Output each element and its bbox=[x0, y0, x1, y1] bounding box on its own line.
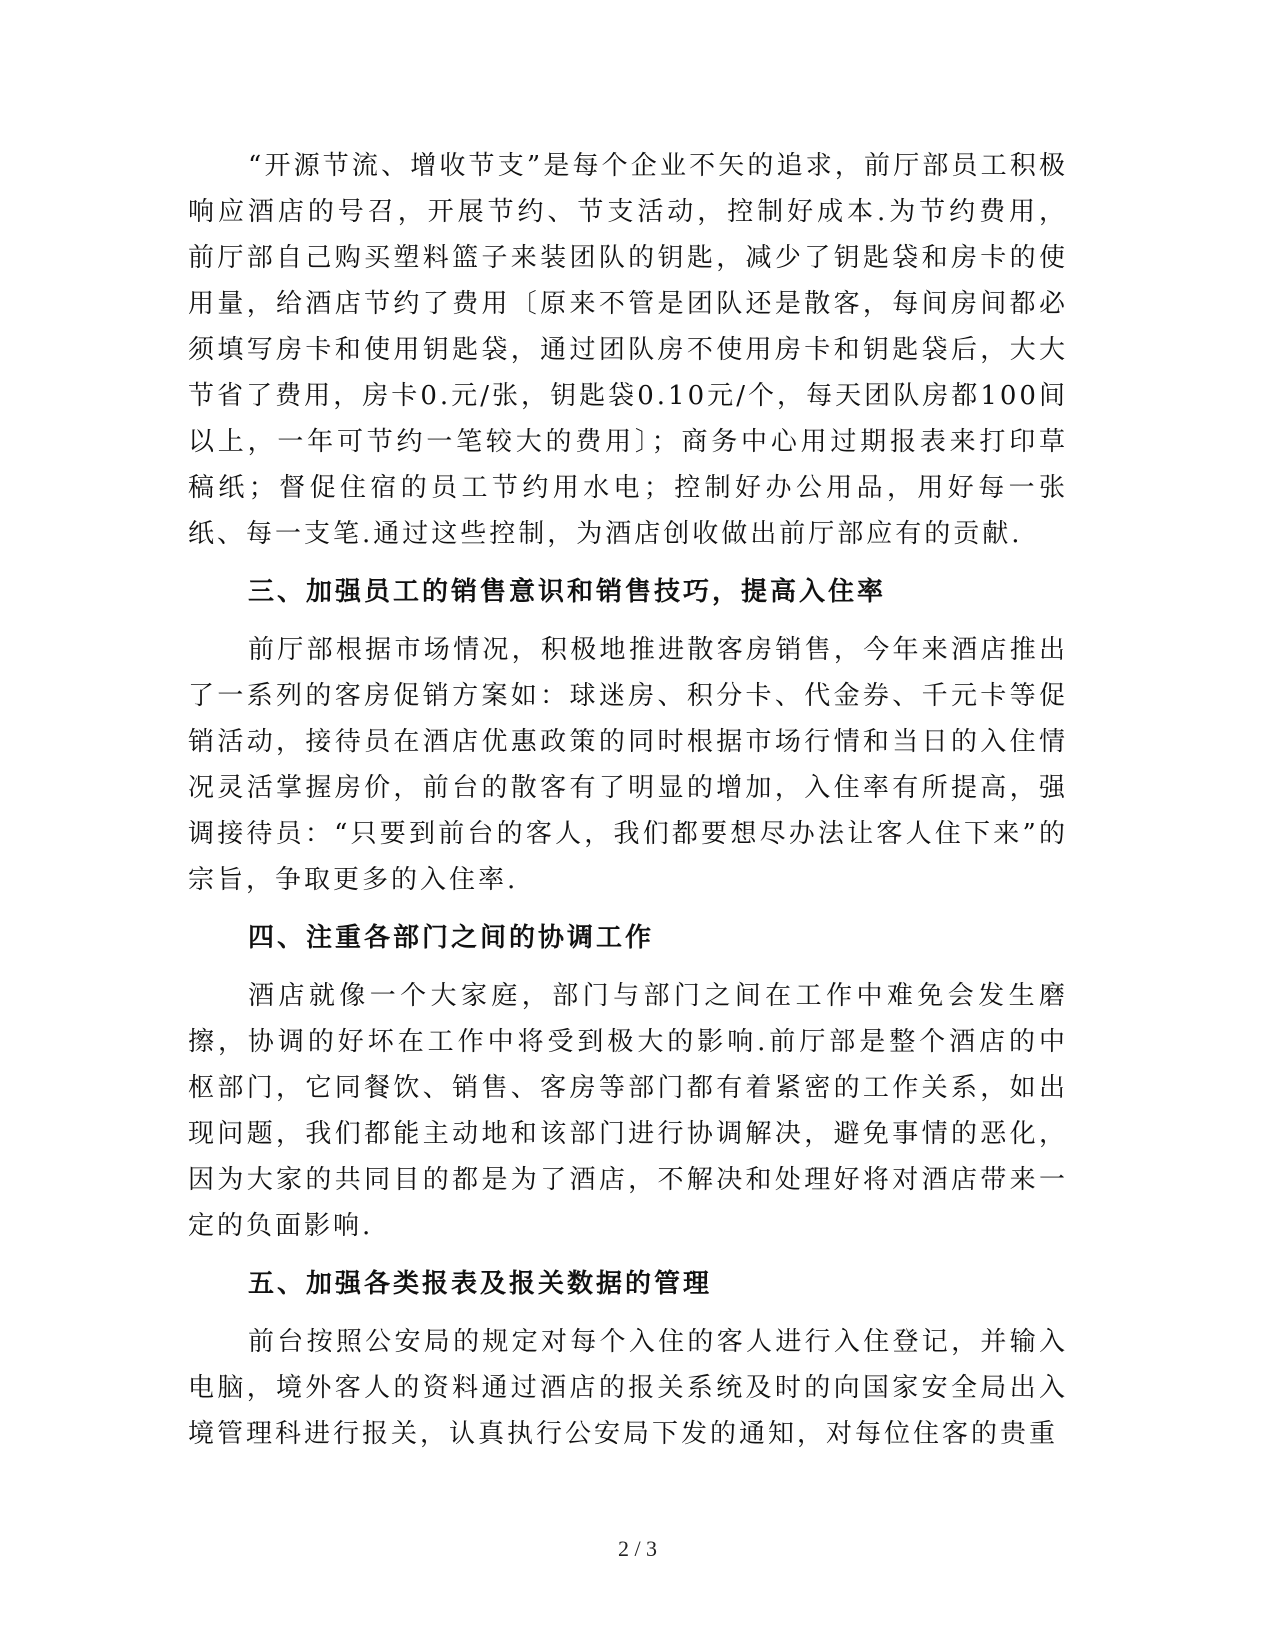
paragraph-cost-saving: “开源节流、增收节支”是每个企业不矢的追求，前厅部员工积极响应酒店的号召，开展节约、节支活动，控制好成本.为节约费用，前厅部自己购买塑料篮子来装团队的钥匙，减少了钥匙袋和房卡的使用量，给酒店节约了费用〔原来不管是团队还是散客，每间房间都必须填写房卡和使用钥匙袋，通过团队房不使用房卡和钥匙袋后，大大节省了费用，房卡0.元/张，钥匙袋0.10元/个，每天团队房都100间以上，一年可节约一笔较大的费用〕；商务中心用过期报表来打印草稿纸；督促住宿的员工节约用水电；控制好办公用品，用好每一张纸、每一支笔.通过这些控制，为酒店创收做出前厅部应有的贡献. bbox=[188, 151, 1068, 549]
section-heading-coordination: 四、注重各部门之间的协调工作 bbox=[248, 923, 655, 953]
page-number: 2 / 3 bbox=[617, 1536, 658, 1561]
section-heading-reports: 五、加强各类报表及报关数据的管理 bbox=[248, 1269, 713, 1299]
paragraph-reports: 前台按照公安局的规定对每个入住的客人进行入住登记，并输入电脑，境外客人的资料通过酒店的报关系统及时的向国家安全局出入境管理科进行报关，认真执行公安局下发的通知，对每位住客的贵重 bbox=[188, 1327, 1068, 1449]
paragraph-sales: 前厅部根据市场情况，积极地推进散客房销售，今年来酒店推出了一系列的客房促销方案如：球迷房、积分卡、代金券、千元卡等促销活动，接待员在酒店优惠政策的同时根据市场行情和当日的入住情况灵活掌握房价，前台的散客有了明显的增加，入住率有所提高，强调接待员：“只要到前台的客人，我们都要想尽办法让客人住下来”的宗旨，争取更多的入住率. bbox=[188, 635, 1068, 895]
section-heading-sales: 三、加强员工的销售意识和销售技巧，提高入住率 bbox=[248, 577, 887, 607]
document-body bbox=[188, 143, 1068, 1457]
paragraph-coordination: 酒店就像一个大家庭，部门与部门之间在工作中难免会发生磨擦，协调的好坏在工作中将受到极大的影响.前厅部是整个酒店的中枢部门，它同餐饮、销售、客房等部门都有着紧密的工作关系，如出现问题，我们都能主动地和该部门进行协调解决，避免事情的恶化，因为大家的共同目的都是为了酒店，不解决和处理好将对酒店带来一定的负面影响. bbox=[188, 981, 1068, 1241]
